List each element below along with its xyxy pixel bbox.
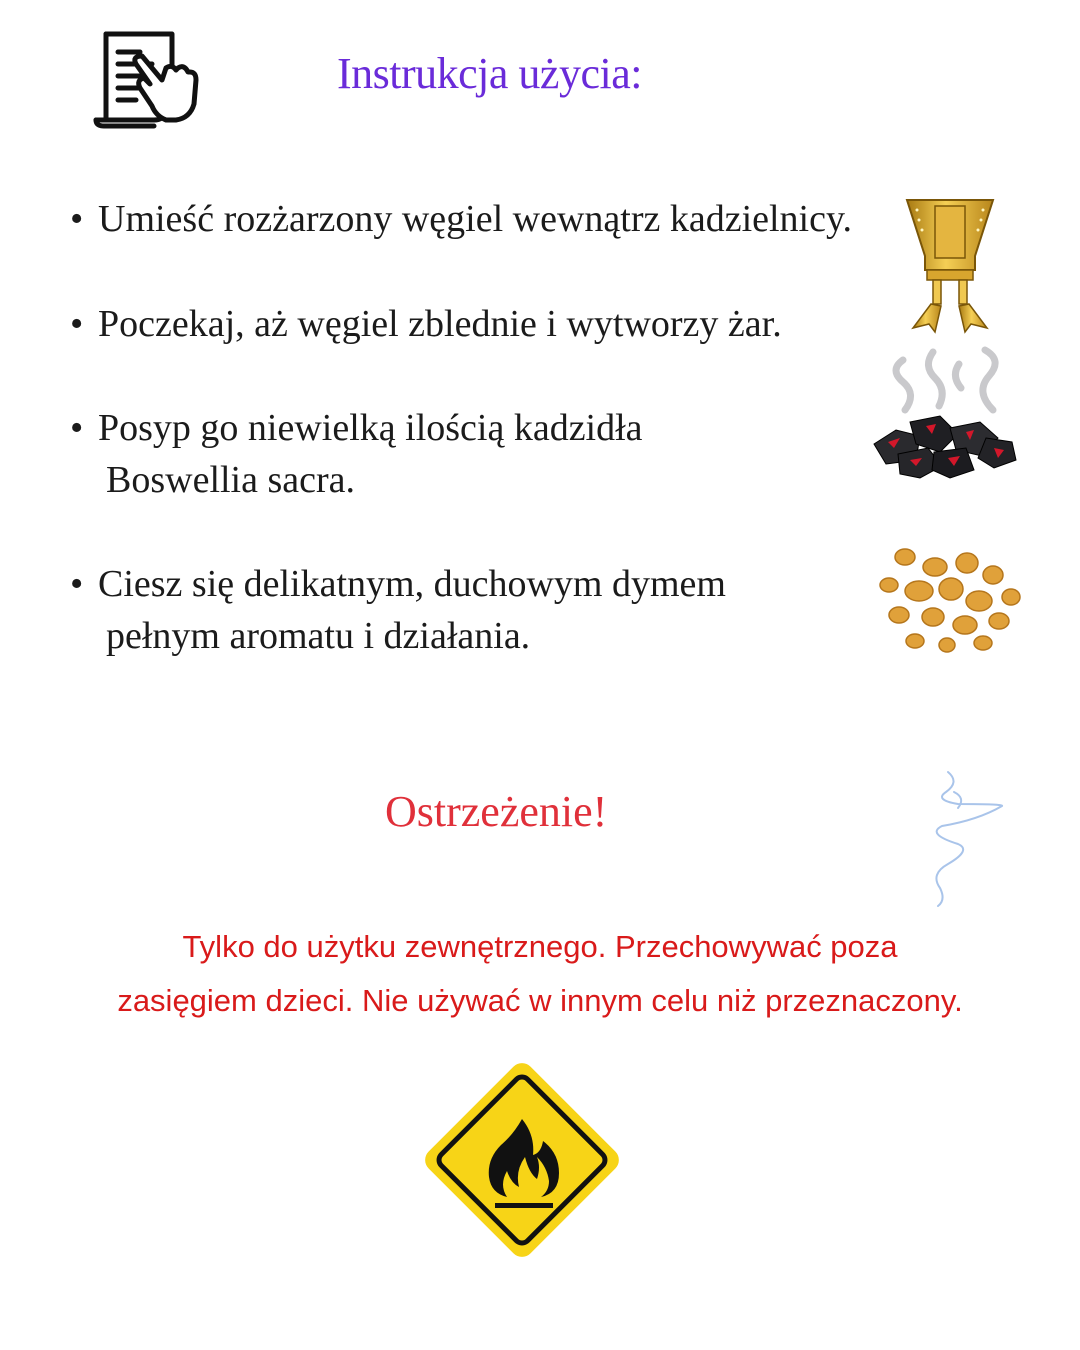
- warning-text: [0, 920, 1080, 1028]
- burning-coal-icon: [870, 408, 1020, 480]
- bullet: •: [70, 407, 84, 449]
- list-item: [70, 402, 643, 506]
- instruction-document-icon: [92, 28, 202, 132]
- flammable-hazard-icon: [415, 1053, 629, 1267]
- page-title: Instrukcja użycia:: [337, 49, 642, 98]
- step-text-continued: Boswellia sacra.: [106, 459, 356, 501]
- warning-title: Ostrzeżenie!: [385, 787, 608, 836]
- smoke-wisp-icon: [918, 768, 1010, 908]
- censer-icon: [905, 196, 995, 336]
- bullet: •: [70, 563, 84, 605]
- list-item: [70, 558, 726, 662]
- warning-line: zasięgiem dzieci. Nie używać w innym celu niż przeznaczony.: [117, 983, 963, 1018]
- warning-line: Tylko do użytku zewnętrznego. Przechowywać poza: [182, 929, 898, 964]
- resin-nuggets-icon: [875, 545, 1023, 663]
- step-text-continued: pełnym aromatu i działania.: [106, 615, 531, 657]
- list-item: [70, 193, 852, 245]
- bullet: •: [70, 303, 84, 345]
- list-item: [70, 298, 782, 350]
- step-text: Posyp go niewielką ilością kadzidła: [98, 407, 643, 449]
- bullet: •: [70, 198, 84, 240]
- step-text: Ciesz się delikatnym, duchowym dymem: [98, 563, 726, 605]
- step-text: Poczekaj, aż węgiel zblednie i wytworzy żar.: [98, 303, 782, 345]
- step-text: Umieść rozżarzony węgiel wewnątrz kadzielnicy.: [98, 198, 853, 240]
